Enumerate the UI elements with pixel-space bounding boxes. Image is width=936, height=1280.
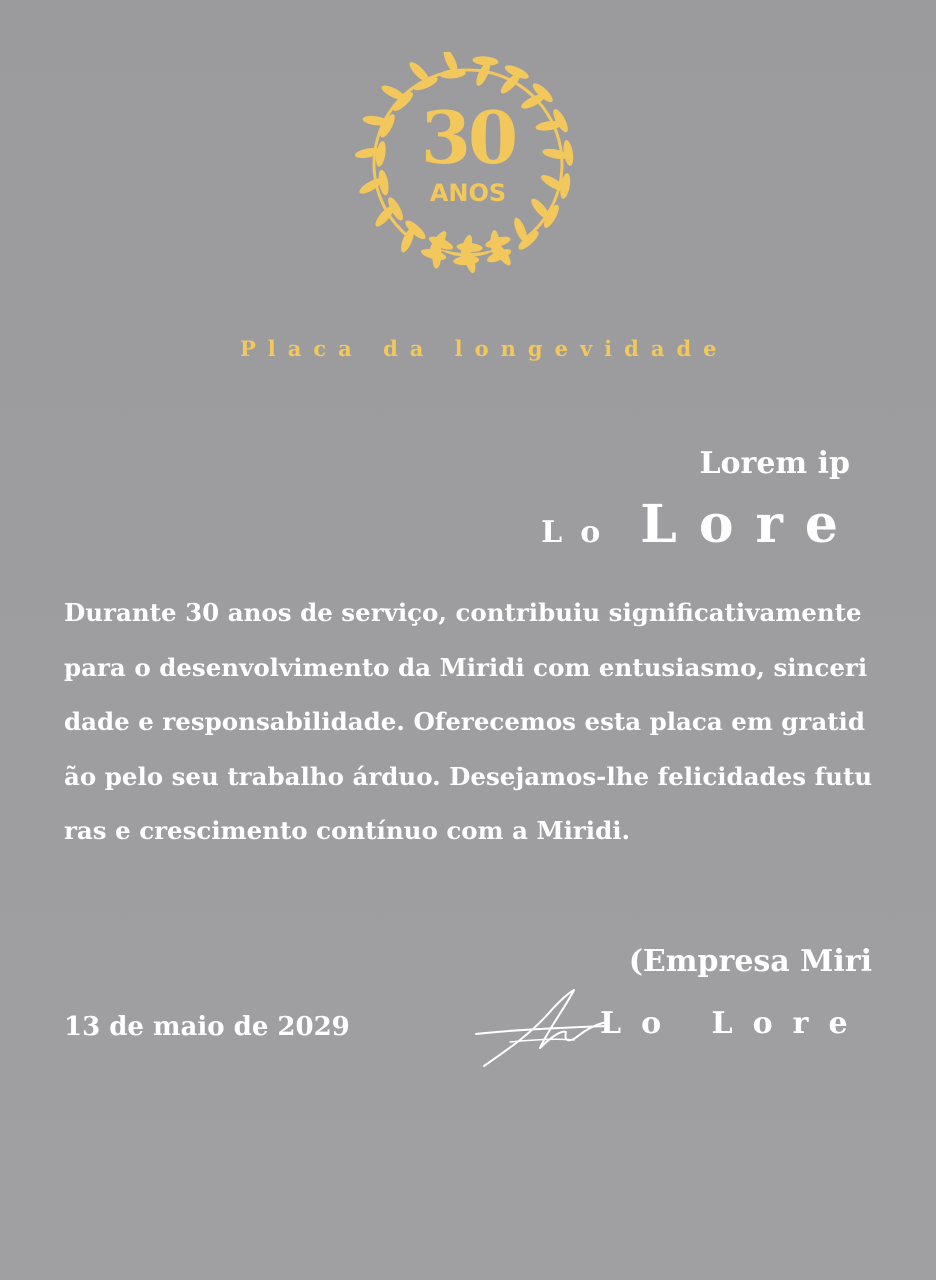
plaque-subtitle: Placa da longevidade <box>240 336 729 361</box>
signature-icon <box>470 986 620 1070</box>
emblem-number: 30 <box>420 95 516 180</box>
plaque-body-text: Durante 30 anos de serviço, contribuiu significativamente para o desenvolvimento da Miridi com entusiasmo, sinceridade e responsabilidade. Oferecemos esta placa em gratidão pelo seu trabalho árduo. Desejamos-lhe felicidades futuras e crescimento contínuo com a Miridi. <box>64 598 873 845</box>
emblem-unit: ANOS <box>429 179 507 207</box>
company-name: (Empresa Miri <box>628 944 872 979</box>
plaque-date: 13 de maio de 2029 <box>64 1012 350 1042</box>
recipient-name-big: Lore <box>640 494 860 555</box>
signer-name: Lo Lore <box>600 1006 868 1041</box>
recipient-name-small: Lo <box>541 515 619 550</box>
recipient-name <box>420 494 860 555</box>
recipient-title: Lorem ip <box>699 446 850 481</box>
anniversary-emblem <box>340 52 596 276</box>
